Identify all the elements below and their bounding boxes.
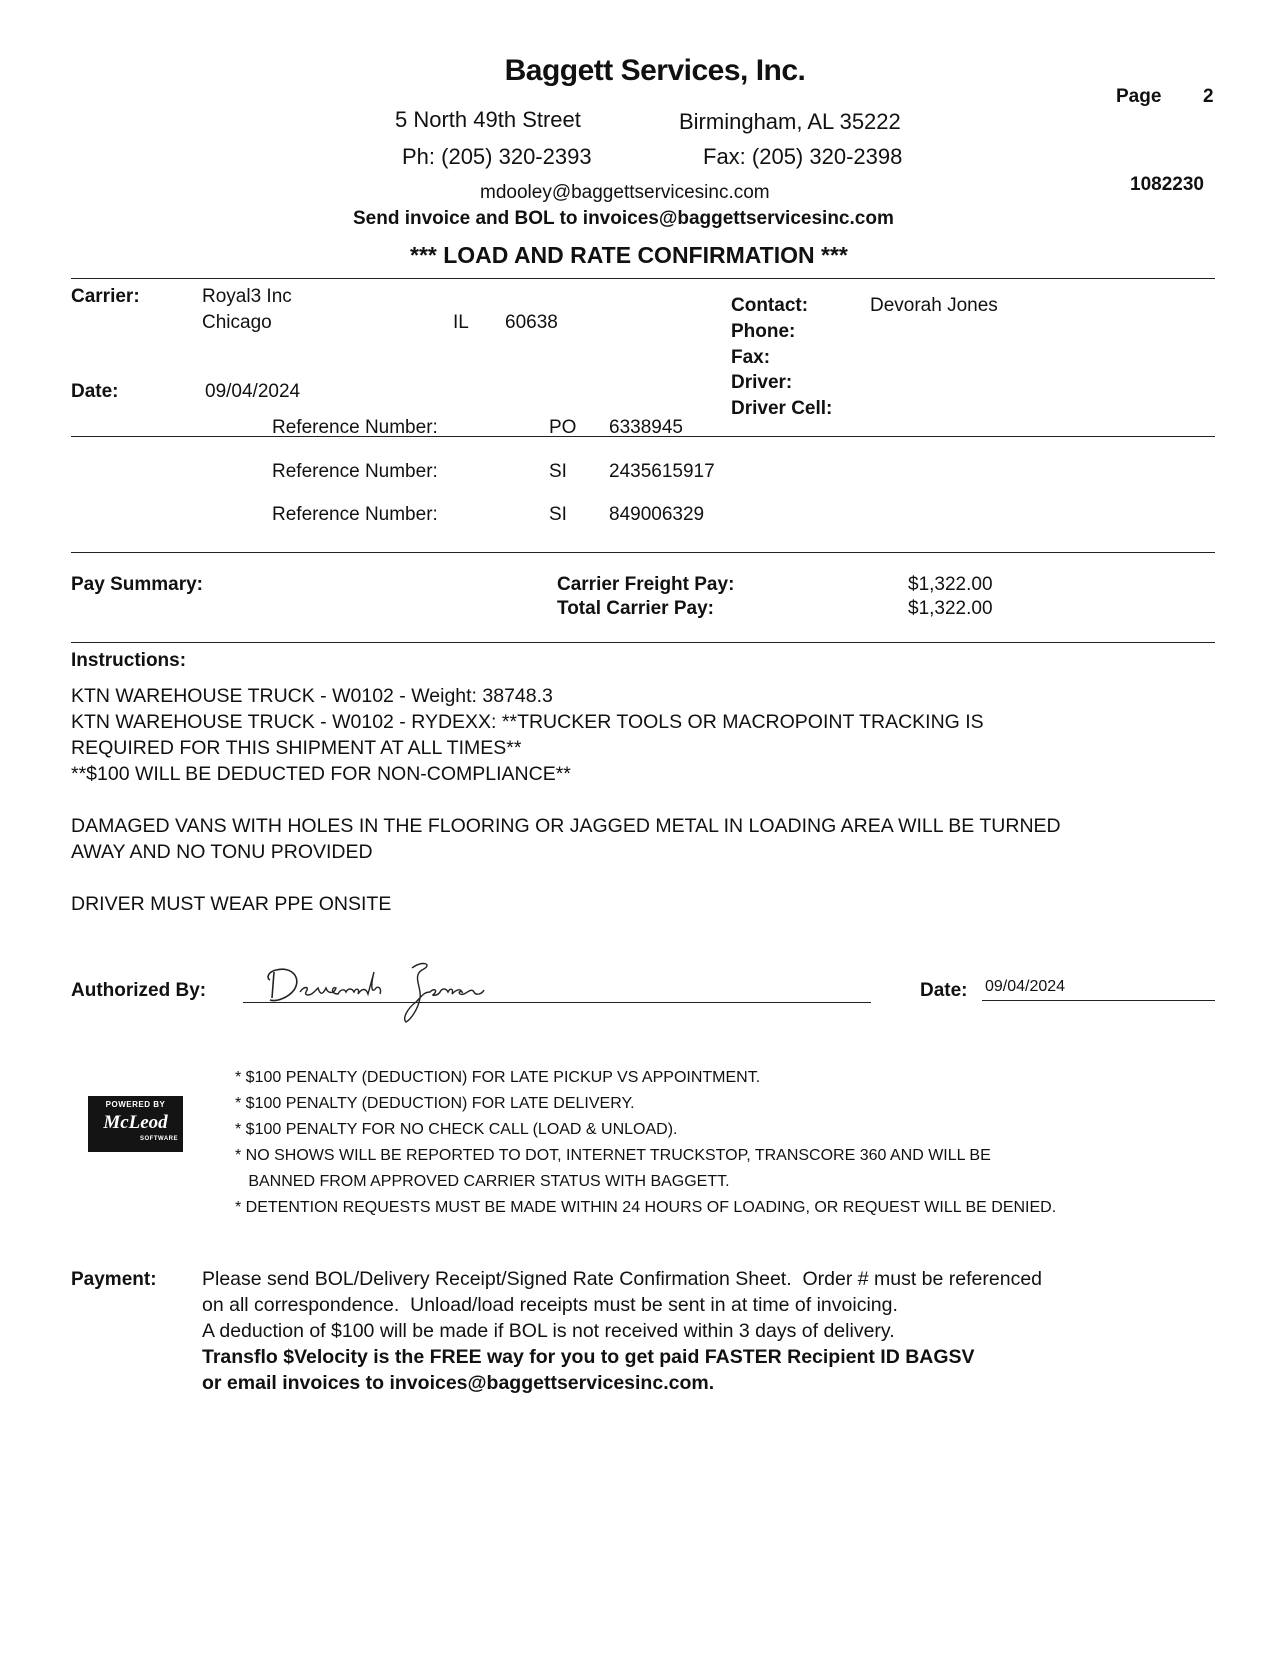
- reference-value: 2435615917: [609, 461, 715, 482]
- reference-label: Reference Number:: [272, 504, 438, 525]
- driver-label: Driver:: [731, 372, 793, 393]
- signature: [262, 958, 532, 1028]
- phone-label: Phone:: [731, 321, 796, 342]
- instruction-line: **$100 WILL BE DEDUCTED FOR NON-COMPLIANCE**: [71, 763, 571, 785]
- penalties-list: [235, 1065, 1056, 1221]
- instruction-line: [71, 787, 1061, 813]
- authorized-by-label: Authorized By:: [71, 980, 207, 1001]
- logo-main-text: McLeod: [103, 1112, 168, 1133]
- instruction-line: DAMAGED VANS WITH HOLES IN THE FLOORING OR JAGGED METAL IN LOADING AREA WILL BE TURNED: [71, 815, 1061, 837]
- order-number: 1082230: [1130, 174, 1204, 195]
- instruction-line: AWAY AND NO TONU PROVIDED: [71, 841, 373, 863]
- penalty-item: * $100 PENALTY FOR NO CHECK CALL (LOAD & UNLOAD).: [235, 1121, 678, 1138]
- reference-label: Reference Number:: [272, 461, 438, 482]
- carrier-city: Chicago: [202, 312, 272, 333]
- penalty-item: * $100 PENALTY (DEDUCTION) FOR LATE PICKUP VS APPOINTMENT.: [235, 1069, 761, 1086]
- company-email: mdooley@baggettservicesinc.com: [480, 182, 770, 203]
- fax-label: Fax:: [731, 347, 771, 368]
- payment-label: Payment:: [71, 1269, 157, 1290]
- penalty-item: * DETENTION REQUESTS MUST BE MADE WITHIN 24 HOURS OF LOADING, OR REQUEST WILL BE DENIED.: [235, 1199, 1057, 1216]
- date-line: [982, 1000, 1215, 1001]
- instruction-line: DRIVER MUST WEAR PPE ONSITE: [71, 893, 392, 915]
- date-label: Date:: [71, 381, 119, 402]
- instruction-line: REQUIRED FOR THIS SHIPMENT AT ALL TIMES**: [71, 737, 522, 759]
- reference-value: 849006329: [609, 504, 705, 525]
- carrier-label: Carrier:: [71, 286, 140, 307]
- company-street: 5 North 49th Street: [395, 107, 581, 132]
- company-city: Birmingham, AL 35222: [679, 109, 901, 134]
- payment-line: A deduction of $100 will be made if BOL is not received within 3 days of delivery.: [202, 1320, 895, 1342]
- page-number: 2: [1203, 86, 1214, 107]
- contact-value: Devorah Jones: [870, 295, 998, 316]
- divider: [71, 552, 1215, 553]
- reference-type: PO: [549, 417, 577, 438]
- divider: [71, 278, 1215, 279]
- penalty-item: * NO SHOWS WILL BE REPORTED TO DOT, INTERNET TRUCKSTOP, TRANSCORE 360 AND WILL BE: [235, 1147, 991, 1164]
- total-pay-value: $1,322.00: [908, 598, 993, 619]
- payment-body: [202, 1266, 1042, 1396]
- instruction-line: KTN WAREHOUSE TRUCK - W0102 - Weight: 38748.3: [71, 685, 553, 707]
- payment-bold-line: or email invoices to invoices@baggettservicesinc.com.: [202, 1372, 715, 1394]
- logo-sub-text: SOFTWARE: [140, 1136, 178, 1142]
- instructions-label: Instructions:: [71, 650, 187, 671]
- payment-bold-line: Transflo $Velocity is the FREE way for you to get paid FASTER Recipient ID BAGSV: [202, 1346, 975, 1368]
- reference-type: SI: [549, 461, 567, 482]
- penalty-item: BANNED FROM APPROVED CARRIER STATUS WITH BAGGETT.: [235, 1173, 730, 1190]
- payment-line: Please send BOL/Delivery Receipt/Signed Rate Confirmation Sheet. Order # must be referenced: [202, 1268, 1043, 1290]
- carrier-name: Royal3 Inc: [202, 286, 292, 307]
- logo-top-text: POWERED BY: [105, 1100, 166, 1109]
- company-phone: Ph: (205) 320-2393: [402, 144, 592, 169]
- contact-label: Contact:: [731, 295, 809, 316]
- auth-date-label: Date:: [920, 980, 968, 1001]
- total-pay-label: Total Carrier Pay:: [557, 598, 714, 619]
- carrier-state: IL: [453, 312, 469, 333]
- page-label: Page: [1116, 86, 1162, 107]
- company-fax: Fax: (205) 320-2398: [703, 144, 903, 169]
- carrier-date: 09/04/2024: [205, 381, 301, 402]
- freight-pay-label: Carrier Freight Pay:: [557, 574, 735, 595]
- penalty-item: * $100 PENALTY (DEDUCTION) FOR LATE DELIVERY.: [235, 1095, 635, 1112]
- company-name: Baggett Services, Inc.: [504, 54, 806, 87]
- document-title: *** LOAD AND RATE CONFIRMATION ***: [410, 242, 848, 268]
- auth-date: 09/04/2024: [985, 978, 1066, 995]
- reference-label: Reference Number:: [272, 417, 438, 438]
- reference-type: SI: [549, 504, 567, 525]
- mcleod-logo: [88, 1096, 183, 1152]
- carrier-zip: 60638: [505, 312, 558, 333]
- instruction-line: KTN WAREHOUSE TRUCK - W0102 - RYDEXX: **TRUCKER TOOLS OR MACROPOINT TRACKING IS: [71, 711, 984, 733]
- reference-value: 6338945: [609, 417, 683, 438]
- freight-pay-value: $1,322.00: [908, 574, 993, 595]
- send-invoice-note: Send invoice and BOL to invoices@baggettservicesinc.com: [353, 208, 894, 229]
- pay-summary-label: Pay Summary:: [71, 574, 204, 595]
- instruction-line: [71, 865, 1061, 891]
- divider: [71, 642, 1215, 643]
- instructions-body: [71, 683, 1061, 917]
- driver-cell-label: Driver Cell:: [731, 398, 833, 419]
- payment-line: on all correspondence. Unload/load receipts must be sent in at time of invoicing.: [202, 1294, 898, 1316]
- signature-image: [262, 958, 532, 1028]
